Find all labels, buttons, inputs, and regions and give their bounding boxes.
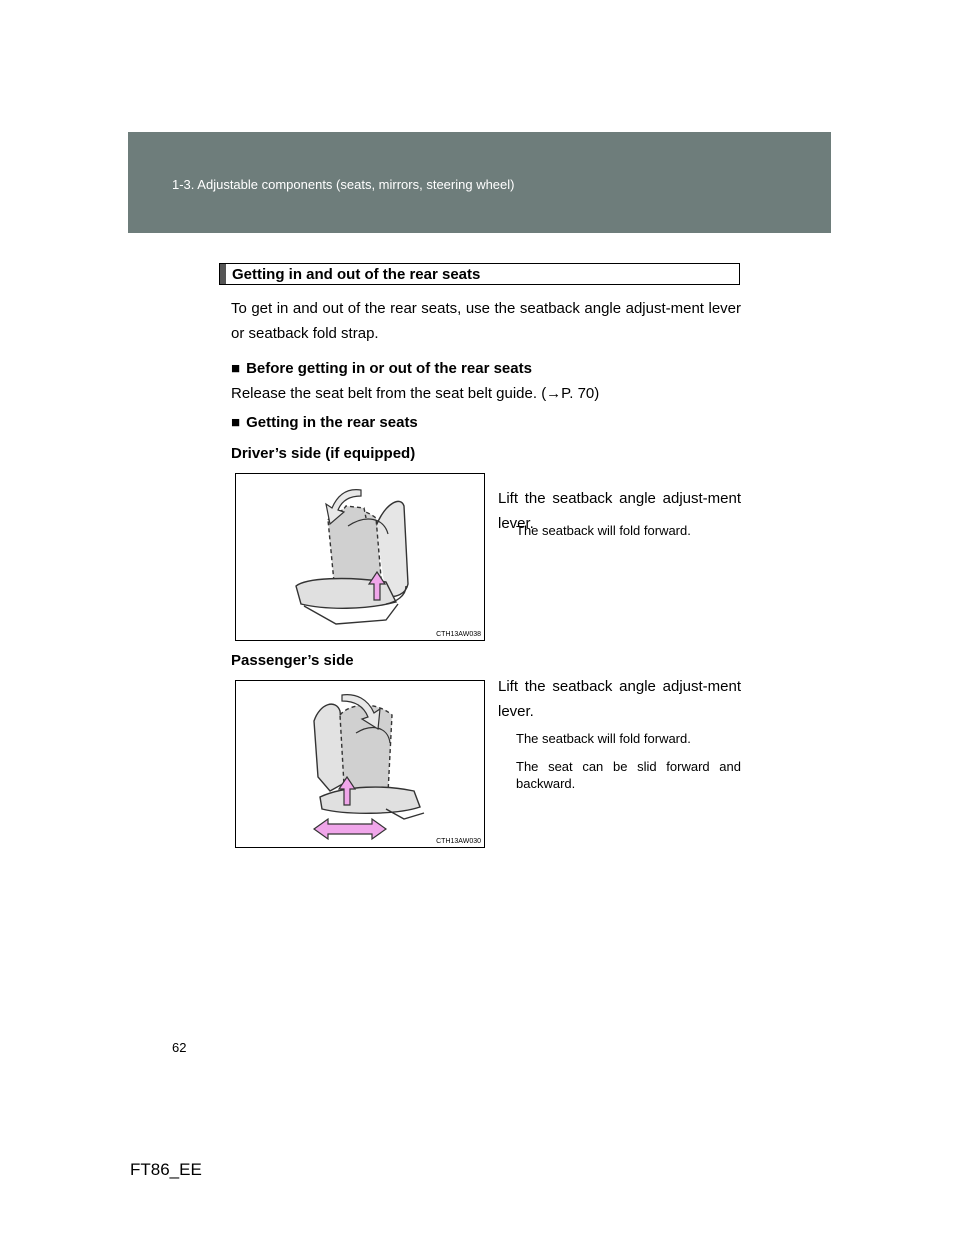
section-heading-box xyxy=(219,263,740,285)
passenger-note-slide: The seat can be slid forward and backward. xyxy=(516,759,741,791)
before-text: Release the seat belt from the seat belt guide. (→P. 70) xyxy=(231,385,600,402)
intro-paragraph: To get in and out of the rear seats, use the seatback angle adjust-ment lever or seatback fold strap. xyxy=(231,300,741,342)
bullet-heading-before xyxy=(231,360,532,377)
passenger-seat-illustration xyxy=(235,680,485,848)
bullet-heading-getting-in xyxy=(231,414,418,431)
driver-step: Lift the seatback angle adjust-ment lever. xyxy=(498,490,741,532)
driver-side-label: Driver’s side (if equipped) xyxy=(231,445,416,462)
seat-fold-slide-drawing xyxy=(236,681,484,847)
figure-code: CTH13AW038 xyxy=(436,631,481,638)
page-number: 62 xyxy=(172,1040,187,1055)
driver-seat-illustration xyxy=(235,473,485,641)
driver-note: The seatback will fold forward. xyxy=(516,523,691,538)
square-bullet-icon: ■ xyxy=(231,414,241,431)
getting-in-heading: Getting in the rear seats xyxy=(246,414,418,431)
figure-code: CTH13AW030 xyxy=(436,838,481,845)
footer-code: FT86_EE xyxy=(130,1160,202,1179)
passenger-side-label: Passenger’s side xyxy=(231,652,354,669)
section-marker xyxy=(220,264,226,284)
section-title: Getting in and out of the rear seats xyxy=(232,266,481,283)
square-bullet-icon: ■ xyxy=(231,360,241,377)
breadcrumb: 1-3. Adjustable components (seats, mirrors, steering wheel) xyxy=(172,177,515,192)
seat-fold-drawing xyxy=(236,474,484,640)
before-heading: Before getting in or out of the rear seats xyxy=(246,360,532,377)
passenger-note-fold: The seatback will fold forward. xyxy=(516,731,691,746)
passenger-step: Lift the seatback angle adjust-ment lever. xyxy=(498,678,741,720)
